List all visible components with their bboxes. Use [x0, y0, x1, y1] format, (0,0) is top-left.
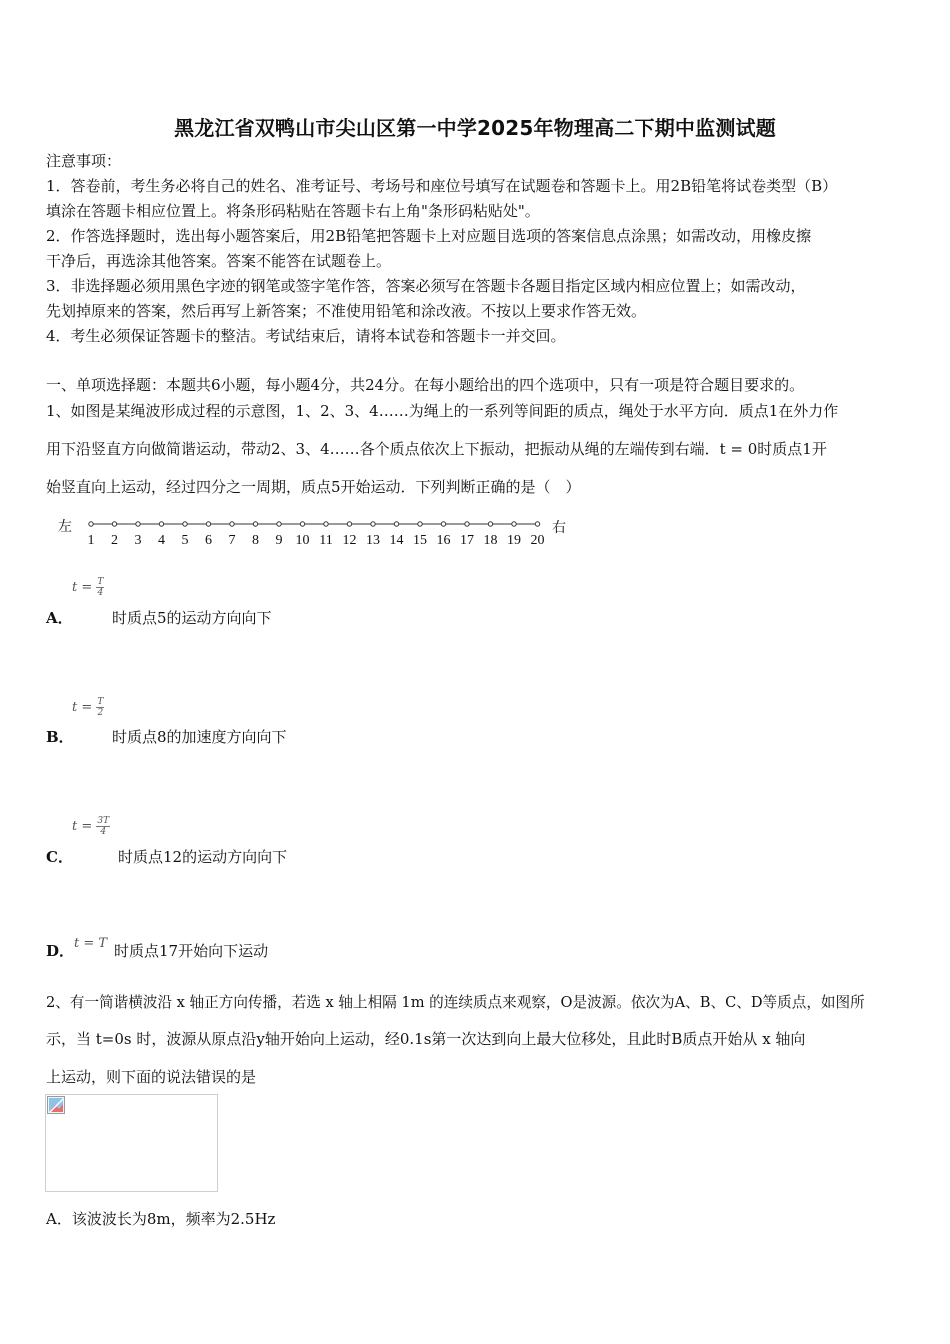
- rope-point-label: 17: [460, 533, 474, 548]
- rope-point-label: 12: [342, 533, 357, 548]
- rope-point: [183, 522, 187, 526]
- rope-tick-labels: [46, 533, 586, 551]
- notice-heading: 注意事项：: [46, 152, 122, 170]
- rope-point-label: 9: [275, 533, 283, 548]
- section-header: 一、单项选择题：本题共6小题，每小题4分，共24分。在每小题给出的四个选项中，只有一项是符合题目要求的。: [46, 376, 805, 394]
- rope-point-label: 20: [530, 533, 545, 548]
- notice-line: 2．作答选择题时，选出每小题答案后，用2B铅笔把答题卡上对应题目选项的答案信息点涂黑；如需改动，用橡皮擦: [46, 227, 812, 245]
- rope-point: [277, 522, 281, 526]
- notice-line: 干净后，再选涂其他答案。答案不能答在试题卷上。: [46, 252, 392, 270]
- rope-point: [347, 522, 351, 526]
- notice-line: 1．答卷前，考生务必将自己的姓名、准考证号、考场号和座位号填写在试题卷和答题卡上。用2B铅笔将试卷类型（B）: [46, 177, 838, 195]
- question-2-line: 示，当 t=0s 时，波源从原点沿y轴开始向上运动，经0.1s第一次达到向上最大位移处，且此时B质点开始从 x 轴向: [46, 1030, 806, 1048]
- rope-right-label: 右: [552, 520, 566, 536]
- rope-point-label: 13: [366, 533, 380, 548]
- question-2-option-a: A．该波波长为8m，频率为2.5Hz: [46, 1210, 276, 1228]
- question-2-figure-placeholder: [45, 1094, 218, 1192]
- question-1-line: 用下沿竖直方向做简谐运动，带动2、3、4……各个质点依次上下振动，把振动从绳的左端传到右端．t = 0时质点1开: [46, 440, 827, 458]
- rope-point: [465, 522, 469, 526]
- rope-point: [253, 522, 257, 526]
- rope-point-label: 4: [158, 533, 165, 548]
- rope-diagram: [46, 512, 586, 552]
- question-1-line: 始竖直向上运动，经过四分之一周期，质点5开始运动．下列判断正确的是（ ）: [46, 478, 581, 496]
- page-title: 黑龙江省双鸭山市尖山区第一中学2025年物理高二下期中监测试题: [174, 116, 776, 140]
- rope-point: [535, 522, 539, 526]
- option-d-label: D．: [46, 942, 75, 960]
- rope-point-label: 18: [483, 533, 498, 548]
- rope-point: [371, 522, 375, 526]
- option-b-formula: t = $\frac{T}{2}$: [72, 697, 104, 718]
- rope-point-label: 7: [228, 533, 236, 548]
- notice-line: 3．非选择题必须用黑色字迹的钢笔或签字笔作答，答案必须写在答题卡各题目指定区域内相应位置上；如需改动，: [46, 277, 806, 295]
- option-a-formula: t = $\frac{T}{4}$: [72, 577, 104, 598]
- notice-line: 先划掉原来的答案，然后再写上新答案；不准使用铅笔和涂改液。不按以上要求作答无效。: [46, 302, 647, 320]
- rope-point-label: 2: [111, 533, 118, 548]
- rope-point: [512, 522, 516, 526]
- rope-point: [230, 522, 234, 526]
- option-b-label: B．: [46, 728, 74, 746]
- rope-point: [89, 522, 93, 526]
- option-c-text: 时质点12的运动方向向下: [118, 848, 288, 866]
- question-2-line: 上运动，则下面的说法错误的是: [46, 1068, 257, 1086]
- rope-point-label: 3: [134, 533, 142, 548]
- rope-point: [206, 522, 210, 526]
- option-a-text: 时质点5的运动方向向下: [112, 609, 272, 627]
- rope-point-label: 8: [252, 533, 259, 548]
- option-d-formula: t = T: [74, 936, 108, 951]
- rope-point-label: 5: [181, 533, 189, 548]
- rope-point: [112, 522, 116, 526]
- rope-point-label: 16: [436, 533, 451, 548]
- question-2-line: 2、有一简谐横波沿 x 轴正方向传播，若选 x 轴上相隔 1m 的连续质点来观察，O是波源。依次为A、B、C、D等质点，如图所: [46, 994, 865, 1011]
- question-1-line: 1、如图是某绳波形成过程的示意图，1、2、3、4……为绳上的一系列等间距的质点，绳处于水平方向．质点1在外力作: [46, 402, 839, 420]
- option-c-label: C．: [46, 848, 73, 866]
- option-d-text: 时质点17开始向下运动: [114, 942, 269, 960]
- option-b-text: 时质点8的加速度方向向下: [112, 728, 287, 746]
- broken-image-icon: [47, 1096, 65, 1114]
- rope-point: [159, 522, 163, 526]
- notice-line: 填涂在答题卡相应位置上。将条形码粘贴在答题卡右上角"条形码粘贴处"。: [46, 202, 540, 220]
- option-c-formula: t = $\frac{3T}{4}$: [72, 816, 110, 837]
- rope-point: [418, 522, 422, 526]
- notice-line: 4．考生必须保证答题卡的整洁。考试结束后，请将本试卷和答题卡一并交回。: [46, 327, 566, 345]
- rope-point-label: 1: [87, 533, 95, 548]
- rope-point-label: 11: [319, 533, 333, 548]
- rope-point-label: 15: [413, 533, 427, 548]
- rope-point: [300, 522, 304, 526]
- rope-point: [394, 522, 398, 526]
- rope-point-label: 19: [507, 533, 521, 548]
- rope-point: [136, 522, 140, 526]
- option-a-label: A．: [46, 609, 73, 627]
- rope-left-label: 左: [58, 519, 72, 535]
- rope-point: [324, 522, 328, 526]
- rope-point-label: 6: [205, 533, 212, 548]
- rope-point-label: 14: [389, 533, 404, 548]
- rope-point: [441, 522, 445, 526]
- rope-point: [488, 522, 492, 526]
- rope-point-label: 10: [295, 533, 310, 548]
